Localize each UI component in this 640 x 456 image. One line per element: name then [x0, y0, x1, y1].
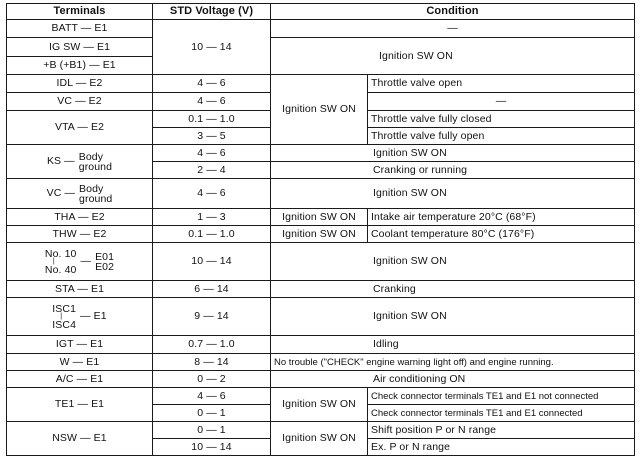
terminal-cell: +B (+B1) — E1 — [7, 57, 153, 75]
terminal-cell — [7, 145, 153, 179]
vc-body-terminal-block — [47, 184, 113, 204]
table-row — [7, 336, 635, 354]
condition-cell: Cranking — [271, 281, 635, 298]
condition-cell: Ignition SW ON — [271, 243, 635, 281]
condition-cell: Throttle valve fully open — [368, 128, 635, 145]
terminal-cell — [7, 298, 153, 336]
terminal-cell: IG SW — E1 — [7, 38, 153, 57]
injector-range-tick: | — [52, 257, 55, 265]
table-row — [7, 75, 635, 93]
condition-cell: Throttle valve fully closed — [368, 111, 635, 128]
terminal-cell: TE1 — E1 — [7, 388, 153, 422]
condition-cell: Intake air temperature 20°C (68°F) — [368, 209, 635, 226]
injector-ground-bottom: E02 — [95, 260, 115, 273]
condition-cell: Idling — [271, 336, 635, 354]
header-condition: Condition — [271, 4, 635, 20]
terminal-cell: STA — E1 — [7, 281, 153, 298]
header-std-voltage: STD Voltage (V) — [153, 4, 271, 20]
voltage-cell: 4 — 6 — [153, 75, 271, 93]
table-row — [7, 226, 635, 243]
voltage-cell: 0 — 2 — [153, 371, 271, 388]
injector-terminal-block — [45, 249, 114, 275]
vcb-body-label: Body — [79, 182, 104, 195]
condition-cell: Ignition SW ON — [271, 145, 635, 162]
condition-cell: Check connector terminals TE1 and E1 connected — [368, 405, 635, 422]
injector-range — [45, 249, 77, 275]
condition-cell: Check connector terminals TE1 and E1 not connected — [368, 388, 635, 405]
condition-cell: Ignition SW ON — [271, 179, 635, 209]
table-row — [7, 209, 635, 226]
voltage-cell: 0 — 1 — [153, 422, 271, 439]
injector-ground-range — [95, 252, 114, 272]
table-row — [7, 422, 635, 439]
terminal-cell: THA — E2 — [7, 209, 153, 226]
terminal-cell: THW — E2 — [7, 226, 153, 243]
voltage-cell: 4 — 6 — [153, 179, 271, 209]
state-cell: Ignition SW ON — [271, 75, 368, 145]
terminal-voltage-table — [6, 3, 635, 456]
state-cell: Ignition SW ON — [271, 209, 368, 226]
table-row — [7, 388, 635, 405]
state-cell: Ignition SW ON — [271, 226, 368, 243]
vcb-prefix: VC — — [46, 187, 76, 199]
state-cell: Ignition SW ON — [271, 422, 368, 456]
ks-terminal-block — [47, 152, 112, 172]
terminal-cell: VTA — E2 — [7, 111, 153, 145]
voltage-cell: 0 — 1 — [153, 405, 271, 422]
voltage-cell: 8 — 14 — [153, 354, 271, 371]
ks-ground-label: ground — [78, 160, 113, 173]
table-header-row — [7, 4, 635, 20]
table-row — [7, 298, 635, 336]
condition-cell: Coolant temperature 80°C (176°F) — [368, 226, 635, 243]
vcb-ground-label: ground — [79, 192, 113, 205]
condition-cell: Air conditioning ON — [271, 371, 635, 388]
injector-dash: — — [80, 255, 92, 267]
terminal-cell — [7, 243, 153, 281]
table-row — [7, 354, 635, 371]
injector-top-label: No. 10 — [44, 247, 77, 260]
table-row — [7, 371, 635, 388]
header-terminals: Terminals — [7, 4, 153, 20]
isc-suffix: — E1 — [80, 310, 107, 322]
condition-cell: — — [368, 93, 635, 111]
voltage-cell: 9 — 14 — [153, 298, 271, 336]
voltage-cell: 6 — 14 — [153, 281, 271, 298]
terminal-cell: IGT — E1 — [7, 336, 153, 354]
ks-prefix: KS — — [46, 155, 75, 167]
voltage-cell: 2 — 4 — [153, 162, 271, 179]
injector-ground-top: E01 — [95, 250, 115, 263]
voltage-cell: 4 — 6 — [153, 145, 271, 162]
voltage-cell: 10 — 14 — [153, 243, 271, 281]
isc-range — [52, 304, 76, 330]
voltage-cell: 4 — 6 — [153, 93, 271, 111]
voltage-cell: 10 — 14 — [153, 20, 271, 75]
condition-cell: — — [271, 20, 635, 38]
table-row — [7, 20, 635, 38]
table-row — [7, 38, 635, 57]
condition-cell: Shift position P or N range — [368, 422, 635, 439]
isc-top-label: ISC1 — [52, 302, 77, 315]
condition-cell: Cranking or running — [271, 162, 635, 179]
voltage-cell: 0.1 — 1.0 — [153, 111, 271, 128]
condition-cell: Ex. P or N range — [368, 439, 635, 456]
table-row — [7, 243, 635, 281]
terminal-cell: W — E1 — [7, 354, 153, 371]
terminal-cell — [7, 179, 153, 209]
isc-bottom-label: ISC4 — [52, 318, 77, 331]
state-cell: Ignition SW ON — [271, 388, 368, 422]
voltage-cell: 0.1 — 1.0 — [153, 226, 271, 243]
isc-terminal-block — [52, 304, 106, 330]
table-row — [7, 281, 635, 298]
table-row — [7, 145, 635, 162]
voltage-cell: 10 — 14 — [153, 439, 271, 456]
vcb-body-ground — [79, 184, 112, 204]
terminal-cell: A/C — E1 — [7, 371, 153, 388]
terminal-cell: BATT — E1 — [7, 20, 153, 38]
voltage-cell: 0.7 — 1.0 — [153, 336, 271, 354]
terminal-cell: NSW — E1 — [7, 422, 153, 456]
condition-cell: Ignition SW ON — [271, 38, 635, 75]
voltage-cell: 3 — 5 — [153, 128, 271, 145]
voltage-cell: 1 — 3 — [153, 209, 271, 226]
terminal-cell: IDL — E2 — [7, 75, 153, 93]
condition-cell: Throttle valve open — [368, 75, 635, 93]
ks-body-ground — [79, 152, 112, 172]
voltage-cell: 4 — 6 — [153, 388, 271, 405]
isc-range-tick: | — [60, 312, 63, 320]
condition-cell: No trouble ("CHECK" engine warning light off) and engine running. — [271, 354, 635, 371]
terminal-cell: VC — E2 — [7, 93, 153, 111]
condition-cell: Ignition SW ON — [271, 298, 635, 336]
table-row — [7, 179, 635, 209]
injector-bottom-label: No. 40 — [44, 263, 77, 276]
ks-body-label: Body — [78, 150, 104, 163]
